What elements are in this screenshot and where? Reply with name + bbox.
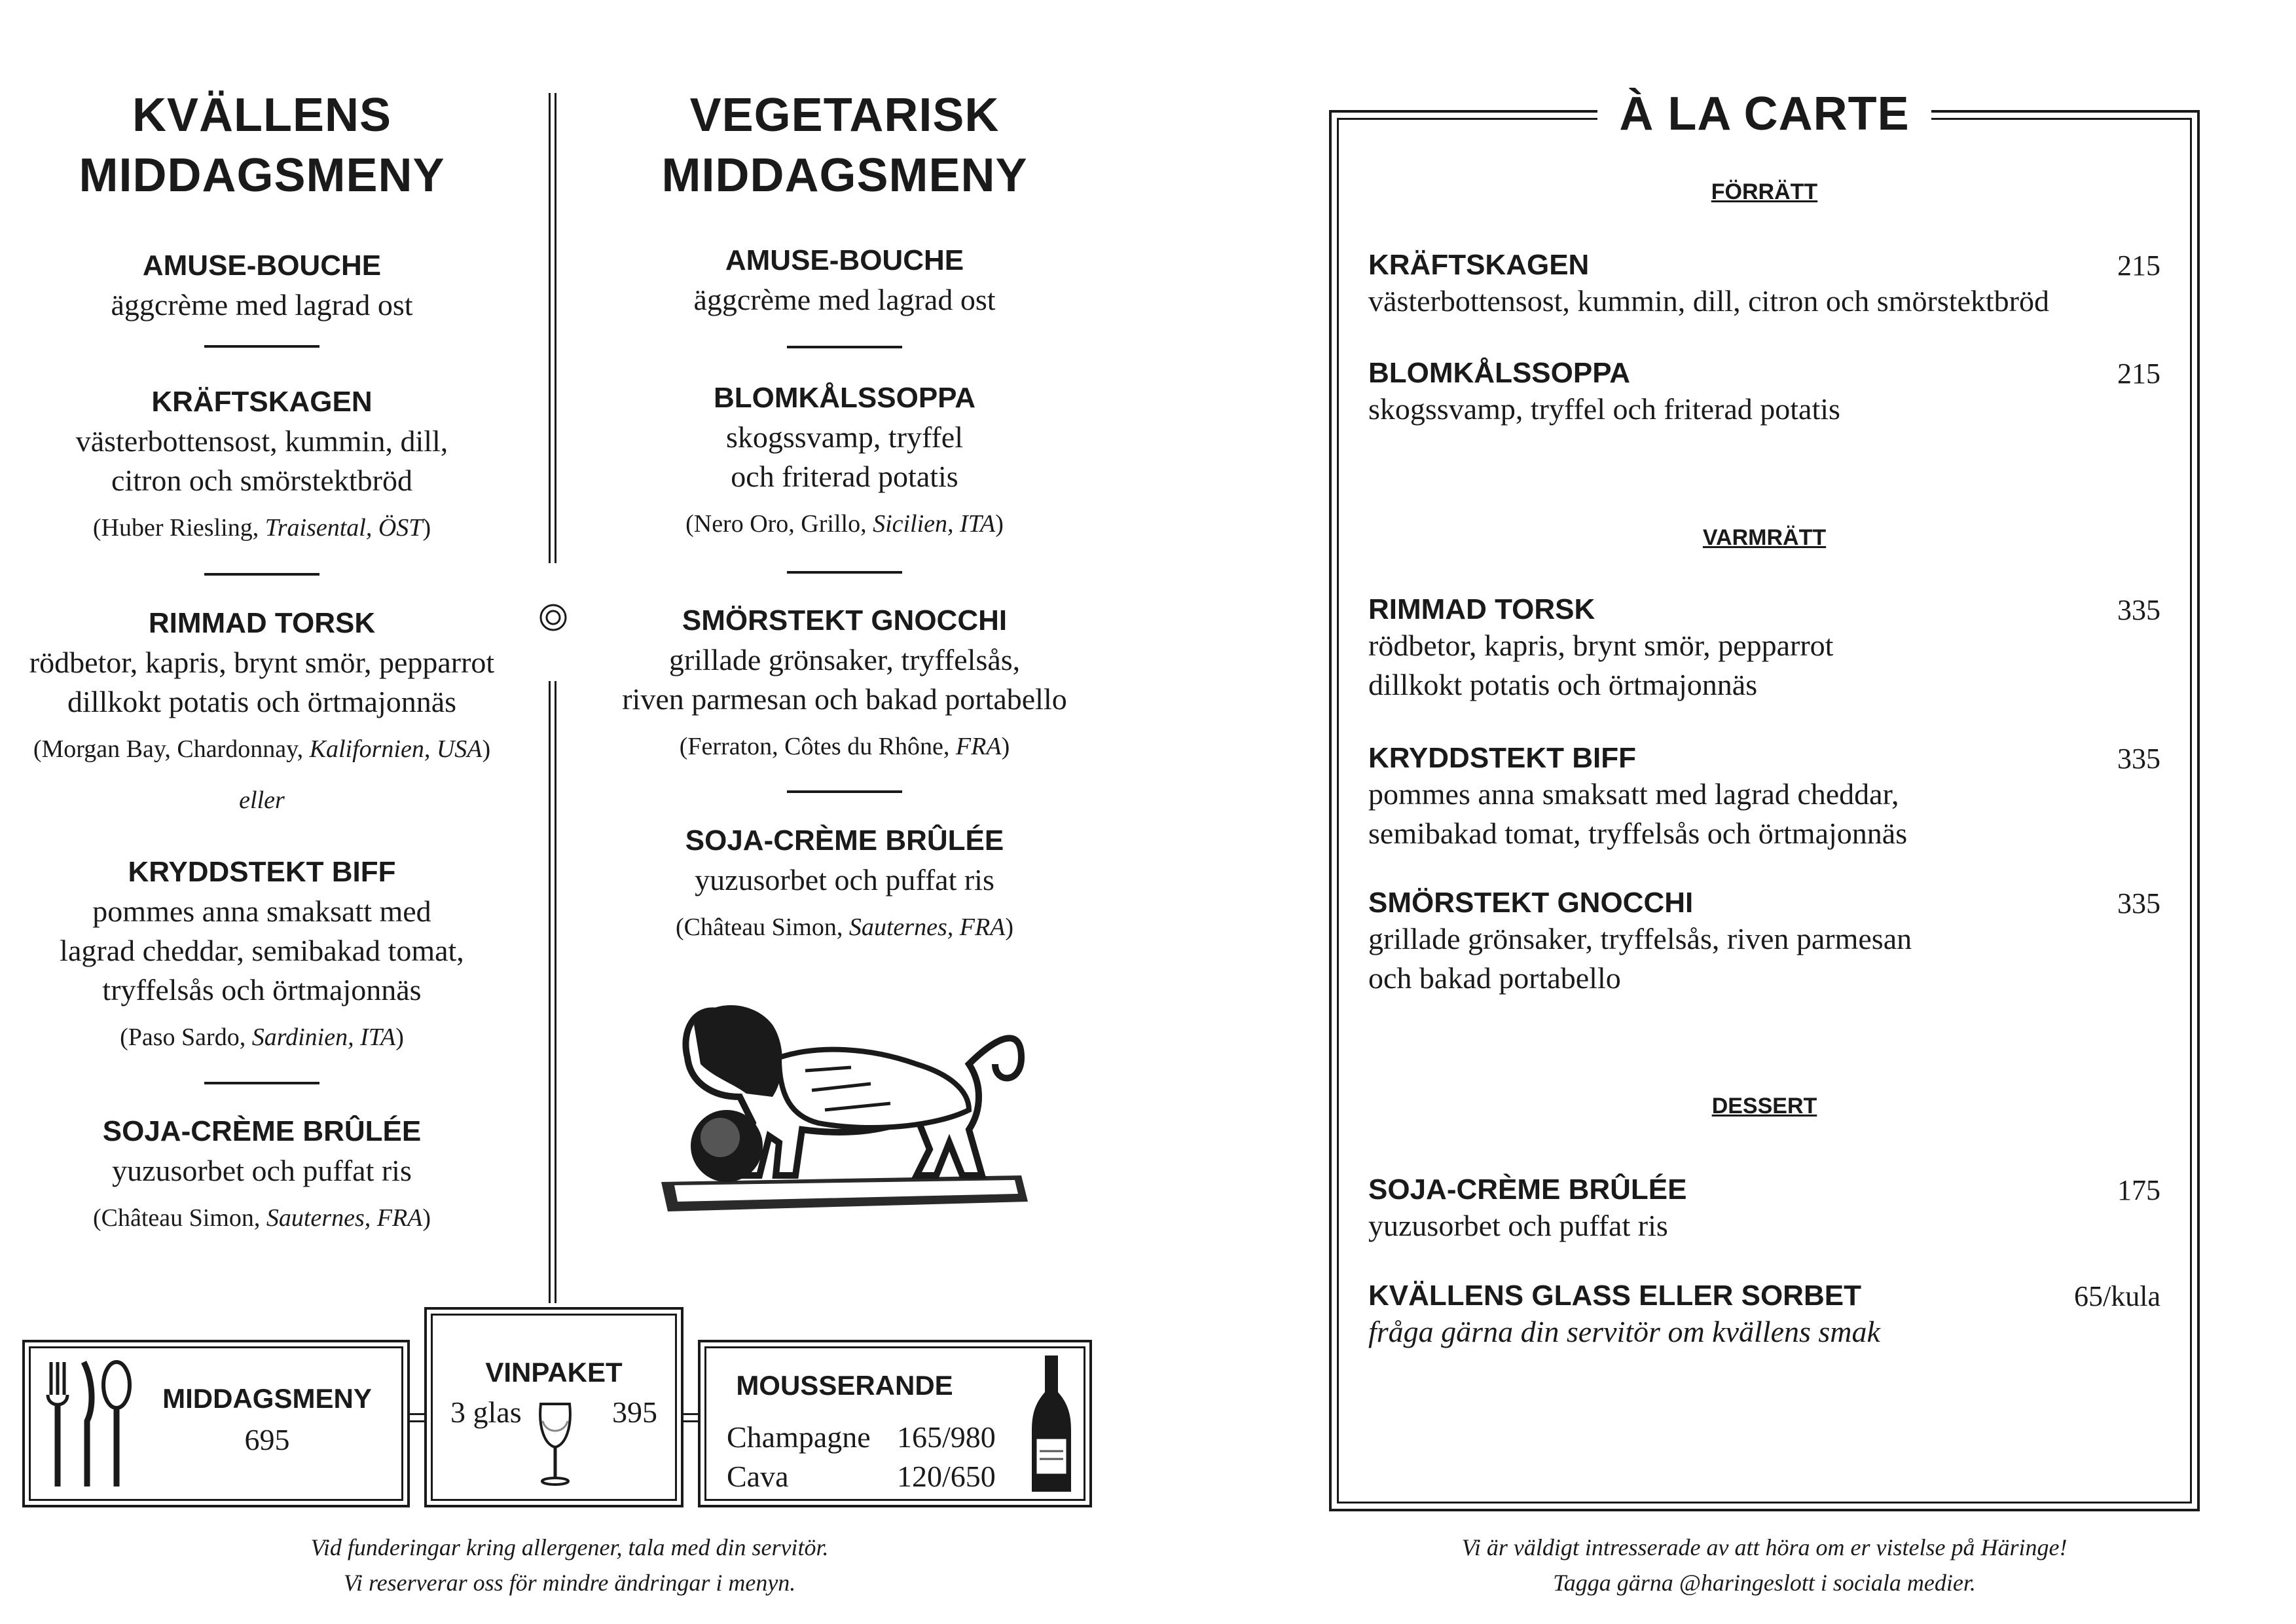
veg-course-amuse bbox=[576, 241, 1113, 320]
course-desc: rödbetor, kapris, brynt smör, pepparrot bbox=[29, 646, 495, 679]
course-desc: yuzusorbet och puffat ris bbox=[695, 863, 994, 896]
wine-pairing: (Nero Oro, Grillo, Sicilien, ITA) bbox=[685, 510, 1004, 538]
cutlery-icon bbox=[38, 1356, 136, 1493]
course-desc: skogssvamp, tryffel bbox=[725, 420, 963, 454]
footer-right bbox=[1329, 1530, 2200, 1600]
course-name: RIMMAD TORSK bbox=[148, 607, 376, 639]
item-name: KVÄLLENS GLASS ELLER SORBET bbox=[1368, 1280, 1861, 1312]
item-name: SOJA-CRÈME BRÛLÉE bbox=[1368, 1173, 1687, 1206]
menu-item bbox=[1368, 357, 2160, 429]
course-desc: äggcrème med lagrad ost bbox=[693, 283, 996, 316]
item-name: RIMMAD TORSK bbox=[1368, 593, 1595, 625]
alacarte-title-wrap bbox=[1597, 84, 1931, 149]
item-price: 335 bbox=[2117, 743, 2160, 775]
section-forratt: FÖRRÄTT bbox=[1711, 179, 1818, 204]
footer-left-line2: Vi reserverar oss för mindre ändringar i menyn. bbox=[343, 1570, 796, 1596]
wine-pairing: (Château Simon, Sauternes, FRA) bbox=[675, 913, 1014, 941]
footer-right-line1: Vi är väldigt intresserade av att höra om er vistelse på Häringe! bbox=[1461, 1534, 2068, 1560]
dinner-menu-title-line1: KVÄLLENS bbox=[132, 89, 392, 141]
vinpaket-title: VINPAKET bbox=[485, 1357, 623, 1388]
middagsmeny-text bbox=[136, 1383, 398, 1457]
course-desc: och friterad potatis bbox=[731, 460, 958, 493]
veg-menu-title-line2: MIDDAGSMENY bbox=[661, 149, 1028, 202]
champagne-bottle-icon bbox=[1028, 1353, 1075, 1497]
divider bbox=[204, 573, 319, 576]
item-price: 215 bbox=[2117, 249, 2160, 282]
course-desc: dillkokt potatis och örtmajonnäs bbox=[67, 685, 457, 718]
mousserande-row-name: Champagne bbox=[727, 1420, 871, 1454]
mousserande-row-price: 120/650 bbox=[897, 1460, 996, 1493]
dinner-course-amuse bbox=[0, 246, 524, 325]
footer-left-line1: Vid funderingar kring allergener, tala med din servitör. bbox=[310, 1534, 829, 1560]
column-divider-top bbox=[549, 93, 556, 563]
course-name: AMUSE-BOUCHE bbox=[142, 249, 382, 282]
course-desc: citron och smörstektbröd bbox=[111, 464, 412, 497]
item-desc: västerbottensost, kummin, dill, citron och smörstektbröd bbox=[1368, 284, 2049, 318]
connector-line bbox=[683, 1413, 698, 1422]
course-desc: riven parmesan och bakad portabello bbox=[622, 682, 1067, 716]
item-price: 65/kula bbox=[2074, 1280, 2160, 1312]
divider bbox=[204, 1082, 319, 1084]
course-desc: yuzusorbet och puffat ris bbox=[112, 1154, 412, 1187]
course-name: KRÄFTSKAGEN bbox=[151, 386, 373, 418]
footer-left bbox=[39, 1530, 1100, 1600]
veg-course-soppa bbox=[576, 378, 1113, 540]
menu-item bbox=[1368, 1280, 2160, 1352]
item-name: KRÄFTSKAGEN bbox=[1368, 249, 1590, 281]
course-name: SOJA-CRÈME BRÛLÉE bbox=[102, 1115, 422, 1147]
course-name: SOJA-CRÈME BRÛLÉE bbox=[685, 824, 1004, 857]
ornament-icon bbox=[538, 602, 568, 633]
middagsmeny-box bbox=[22, 1340, 410, 1507]
wine-pairing: (Morgan Bay, Chardonnay, Kalifornien, USA) bbox=[33, 735, 491, 763]
wine-pairing: (Paso Sardo, Sardinien, ITA) bbox=[120, 1024, 404, 1051]
middagsmeny-price: 695 bbox=[244, 1423, 290, 1456]
item-desc: dillkokt potatis och örtmajonnäs bbox=[1368, 668, 1758, 701]
vinpaket-box bbox=[424, 1307, 683, 1507]
wine-pairing: (Ferraton, Côtes du Rhône, FRA) bbox=[679, 733, 1010, 760]
vinpaket-qty: 3 glas bbox=[450, 1395, 522, 1429]
mousserande-title: MOUSSERANDE bbox=[736, 1370, 953, 1401]
menu-item bbox=[1368, 249, 2160, 321]
course-desc: äggcrème med lagrad ost bbox=[111, 288, 413, 322]
item-desc: skogssvamp, tryffel och friterad potatis bbox=[1368, 392, 1840, 426]
item-price: 335 bbox=[2117, 887, 2160, 919]
veg-menu-column bbox=[576, 85, 1113, 206]
menu-item bbox=[1368, 887, 2160, 998]
item-desc: fråga gärna din servitör om kvällens smak bbox=[1368, 1315, 1880, 1348]
footer-right-line2: Tagga gärna @haringeslott i sociala medier. bbox=[1553, 1570, 1976, 1596]
or-text: eller bbox=[239, 786, 285, 814]
divider bbox=[787, 346, 902, 348]
middagsmeny-title: MIDDAGSMENY bbox=[162, 1383, 372, 1414]
section-dessert: DESSERT bbox=[1711, 1094, 1817, 1118]
dinner-menu-title-line2: MIDDAGSMENY bbox=[79, 149, 445, 202]
menu-item bbox=[1368, 742, 2160, 853]
item-desc: yuzusorbet och puffat ris bbox=[1368, 1209, 1668, 1242]
alacarte-title: À LA CARTE bbox=[1619, 88, 1910, 140]
course-desc: västerbottensost, kummin, dill, bbox=[75, 424, 448, 458]
item-desc: rödbetor, kapris, brynt smör, pepparrot bbox=[1368, 629, 1834, 662]
wine-glass-icon bbox=[537, 1401, 574, 1486]
vinpaket-price: 395 bbox=[612, 1395, 657, 1429]
dinner-course-torsk bbox=[0, 604, 524, 816]
dinner-course-dessert bbox=[0, 1112, 524, 1234]
course-name: SMÖRSTEKT GNOCCHI bbox=[682, 604, 1008, 637]
lion-illustration bbox=[655, 986, 1034, 1221]
veg-menu-title-line1: VEGETARISK bbox=[689, 89, 1000, 141]
course-desc: lagrad cheddar, semibakad tomat, bbox=[60, 934, 464, 967]
wine-pairing: (Huber Riesling, Traisental, ÖST) bbox=[92, 514, 431, 542]
item-desc: grillade grönsaker, tryffelsås, riven parmesan bbox=[1368, 922, 1912, 955]
menu-item bbox=[1368, 1173, 2160, 1246]
wine-pairing: (Château Simon, Sauternes, FRA) bbox=[92, 1204, 431, 1232]
course-desc: tryffelsås och örtmajonnäs bbox=[102, 973, 422, 1006]
divider bbox=[204, 345, 319, 348]
mousserande-row-name: Cava bbox=[727, 1460, 789, 1493]
item-desc: pommes anna smaksatt med lagrad cheddar, bbox=[1368, 777, 1899, 811]
column-divider-bottom bbox=[549, 681, 556, 1303]
course-desc: grillade grönsaker, tryffelsås, bbox=[668, 643, 1021, 676]
mousserande-row-price: 165/980 bbox=[897, 1420, 996, 1454]
mousserande-box bbox=[698, 1340, 1092, 1507]
divider bbox=[787, 790, 902, 793]
veg-course-gnocchi bbox=[576, 601, 1113, 762]
item-price: 175 bbox=[2117, 1174, 2160, 1206]
dinner-course-biff bbox=[0, 853, 524, 1053]
dinner-menu-column bbox=[0, 85, 524, 206]
course-desc: pommes anna smaksatt med bbox=[92, 895, 431, 928]
item-price: 215 bbox=[2117, 358, 2160, 390]
menu-item bbox=[1368, 593, 2160, 705]
veg-course-dessert bbox=[576, 821, 1113, 943]
connector-line bbox=[410, 1413, 424, 1422]
divider bbox=[787, 571, 902, 574]
item-desc: semibakad tomat, tryffelsås och örtmajonnäs bbox=[1368, 817, 1908, 850]
item-name: SMÖRSTEKT GNOCCHI bbox=[1368, 887, 1694, 919]
course-name: AMUSE-BOUCHE bbox=[725, 244, 964, 276]
item-price: 335 bbox=[2117, 594, 2160, 626]
section-varmratt: VARMRÄTT bbox=[1702, 525, 1827, 550]
course-name: KRYDDSTEKT BIFF bbox=[128, 856, 396, 888]
course-name: BLOMKÅLSSOPPA bbox=[713, 382, 976, 414]
item-name: BLOMKÅLSSOPPA bbox=[1368, 357, 1631, 389]
dinner-course-kraftskagen bbox=[0, 382, 524, 544]
item-desc: och bakad portabello bbox=[1368, 961, 1621, 995]
item-name: KRYDDSTEKT BIFF bbox=[1368, 742, 1637, 774]
